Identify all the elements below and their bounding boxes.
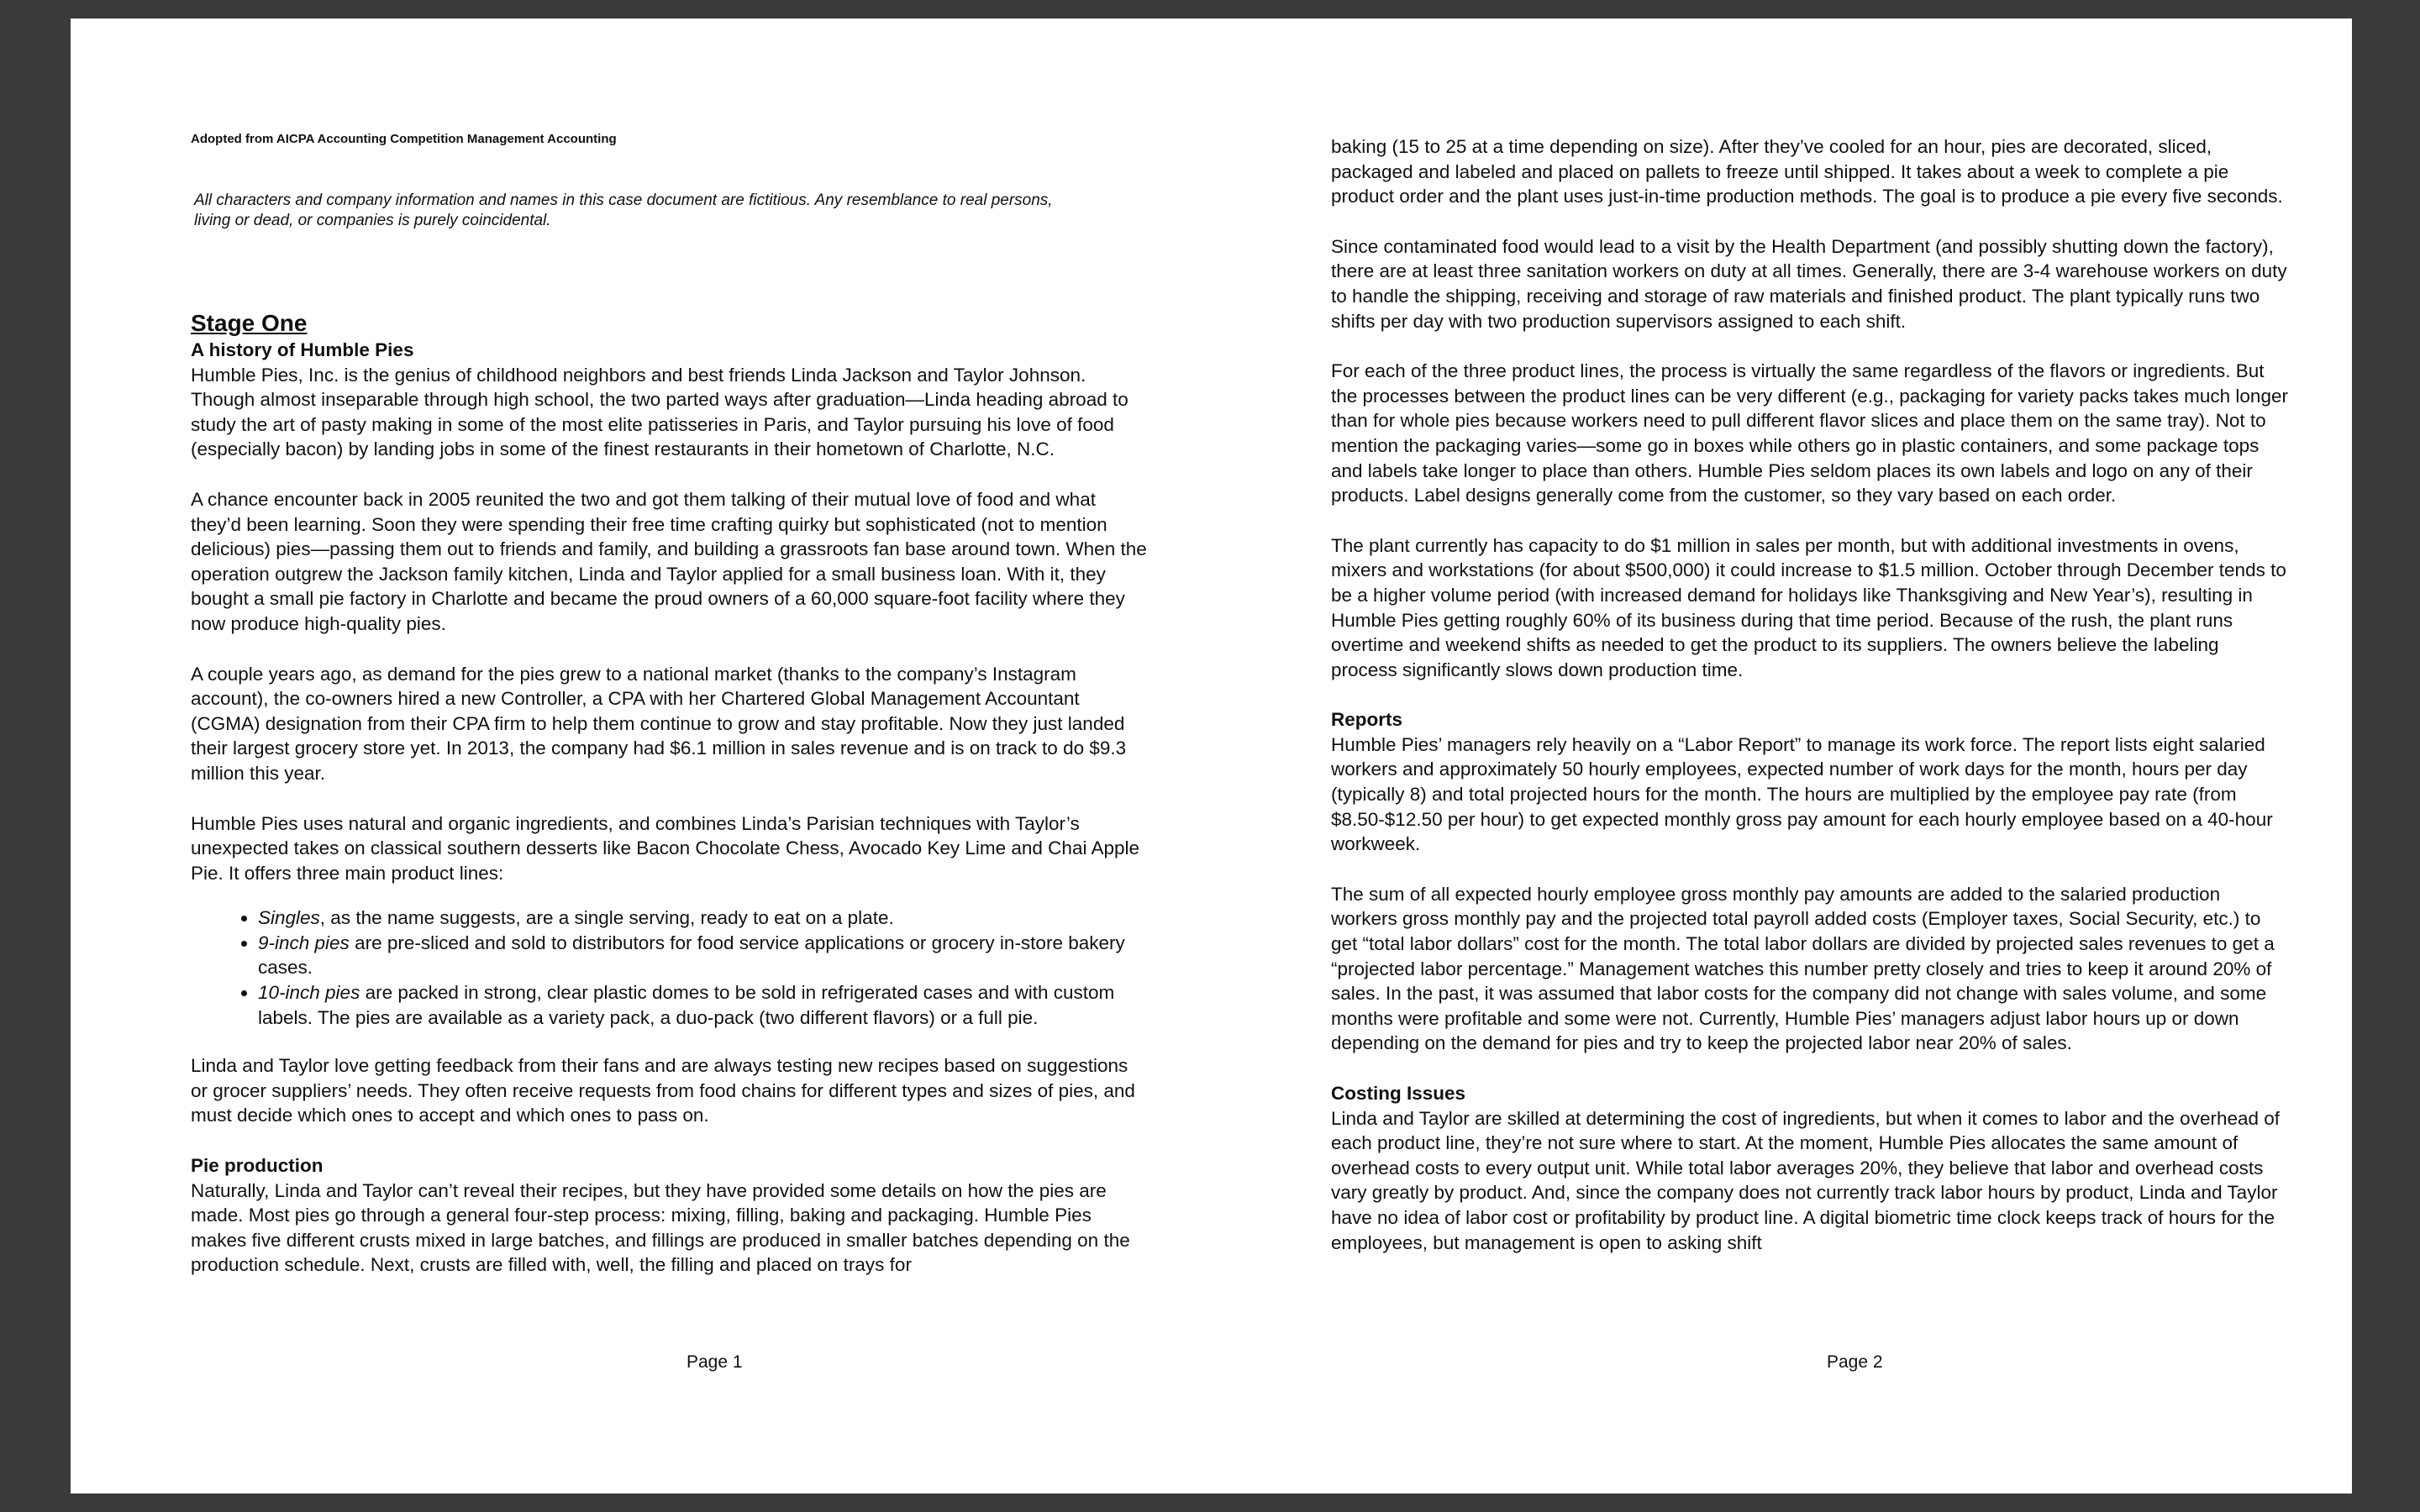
reports-heading: Reports — [1331, 709, 1403, 731]
paragraph: The plant currently has capacity to do $1 million in sales per month, but with additional investments in ovens, mixers and workstations (for about $500,000) it could increase to $1.5 million. October through December tends to be a higher volume period (with increased demand for holidays like Thanksgiving and New Year’s), resulting in Humble Pies getting roughly 60% of its business during that time period. Because of the rush, the plant runs overtime and weekend shifts as needed to get the product to its suppliers. The owners believe the labeling process significantly slows down production time. — [1331, 534, 2286, 680]
paragraph: Humble Pies uses natural and organic ingredients, and combines Linda’s Parisian techniques with Taylor’s unexpected takes on classical southern desserts like Bacon Chocolate Chess, Avocado Key Lime and Chai Apple Pie. It offers three main product lines: — [191, 812, 1140, 884]
production-heading: Pie production — [191, 1155, 324, 1177]
page-2-body — [1331, 134, 2289, 1280]
list-item — [258, 980, 1149, 1030]
paragraph: The sum of all expected hourly employee gross monthly pay amounts are added to the salaried production workers gross monthly pay and the projected total payroll added costs (Employer taxes, Social Security, etc.) to get “total labor dollars” cost for the month. The total labor dollars are divided by projected sales revenues to get a “projected labor percentage.” Management watches this number pretty closely and tries to keep it around 20% of sales. In the past, it was assumed that labor costs for the company did not change with sales volume, and some months were profitable and some were not. Currently, Humble Pies’ managers adjust labor hours up or down depending on the demand for pies and try to keep the projected labor near 20% of sales. — [1331, 883, 2275, 1054]
list-item — [258, 906, 1149, 931]
page-number: Page 1 — [687, 1352, 743, 1372]
paragraph: Humble Pies, Inc. is the genius of childhood neighbors and best friends Linda Jackson and Taylor Johnson. Though almost inseparable through high school, the two parted ways after graduation—Linda heading abroad to study the art of pasty making in some of the most elite patisseries in Paris, and Taylor pursuing his love of food (especially bacon) by landing jobs in some of the finest restaurants in their hometown of Charlotte, N.C. — [191, 364, 1128, 460]
paragraph: Since contaminated food would lead to a visit by the Health Department (and possibly shutting down the factory), there are at least three sanitation workers on duty at all times. Generally, there are 3-4 warehouse workers on duty to handle the shipping, receiving and storage of raw materials and finished product. The plant typically runs two shifts per day with two production supervisors assigned to each shift. — [1331, 235, 2287, 332]
stage-title: Stage One — [191, 310, 308, 336]
paragraph: Naturally, Linda and Taylor can’t reveal their recipes, but they have provided some details on how the pies are made. Most pies go through a general four-step process: mixing, filling, baking and packaging. Humble Pies makes five different crusts mixed in large batches, and fillings are produced in smaller batches depending on the production schedule. Next, crusts are filled with, well, the filling and placed on trays for — [191, 1179, 1130, 1276]
list-item — [258, 931, 1149, 980]
paragraph: A couple years ago, as demand for the pies grew to a national market (thanks to the company’s Instagram account), the co-owners hired a new Controller, a CPA with her Chartered Global Management Accountant (CGMA) designation from their CPA firm to help them continue to grow and stay profitable. Now they just landed their largest grocery store yet. In 2013, the company had $6.1 million in sales revenue and is on track to do $9.3 million this year. — [191, 663, 1127, 784]
source-header: Adopted from AICPA Accounting Competition Management Accounting — [191, 132, 617, 146]
disclaimer: All characters and company information and names in this case document are fictitious. Any resemblance to real persons, living or dead, or companies is purely coincidental. — [194, 192, 1053, 229]
page-1 — [191, 18, 1165, 1494]
bullet-term: 10-inch pies — [258, 982, 360, 1004]
paragraph: For each of the three product lines, the process is virtually the same regardless of the flavors or ingredients. But the processes between the product lines can be very different (e.g., packaging for variety packs takes much longer than for whole pies because workers need to pull different flavor slices and place them on the same tray). Not to mention the packaging varies—some go in boxes while others go in plastic containers, and some package tops and labels take longer to place than others. Humble Pies seldom places its own labels and logo on any of their products. Label designs generally come from the customer, so they vary based on each order. — [1331, 360, 2288, 507]
paragraph: Linda and Taylor love getting feedback from their fans and are always testing new recipes based on suggestions or grocer suppliers’ needs. They often receive requests from food chains for different types and sizes of pies, and must decide which ones to accept and which ones to pass on. — [191, 1055, 1135, 1126]
page-number: Page 2 — [1827, 1352, 1883, 1372]
bullet-term: Singles — [258, 907, 320, 929]
costing-heading: Costing Issues — [1331, 1083, 1466, 1104]
page-2 — [1331, 18, 2306, 1494]
page-1-body — [191, 309, 1149, 1303]
bullet-text: are pre-sliced and sold to distributors for food service applications or grocery in-store bakery cases. — [258, 932, 1125, 979]
paragraph: Linda and Taylor are skilled at determining the cost of ingredients, but when it comes to labor and the overhead of each product line, they’re not sure where to start. At the moment, Humble Pies allocates the same amount of overhead costs to every output unit. While total labor averages 20%, they believe that labor and overhead costs vary greatly by product. And, since the company does not currently track labor hours by product, Linda and Taylor have no idea of labor cost or profitability by product line. A digital biometric time clock keeps track of hours for the employees, but management is open to asking shift — [1331, 1107, 2281, 1253]
bullet-term: 9-inch pies — [258, 932, 350, 953]
product-lines-list — [191, 906, 1149, 1030]
paragraph: baking (15 to 25 at a time depending on size). After they’ve cooled for an hour, pies are decorated, sliced, packaged and labeled and placed on pallets to freeze until shipped. It takes about a week to complete a pie product order and the plant uses just-in-time production methods. The goal is to produce a pie every five seconds. — [1331, 136, 2283, 207]
document-sheet — [71, 18, 2352, 1494]
bullet-text: , as the name suggests, are a single serving, ready to eat on a plate. — [319, 907, 894, 929]
paragraph: Humble Pies’ managers rely heavily on a “Labor Report” to manage its work force. The report lists eight salaried workers and approximately 50 hourly employees, expected number of work days for the month, hours per day (typically 8) and total projected hours for the month. The hours are multiplied by the employee pay rate (from $8.50-$12.50 per hour) to get expected monthly gross pay amount for each hourly employee based on a 40-hour workweek. — [1331, 733, 2273, 855]
paragraph: A chance encounter back in 2005 reunited the two and got them talking of their mutual love of food and what they’d been learning. Soon they were spending their free time crafting quirky but sophisticated (not to mention delicious) pies—passing them out to friends and family, and building a grassroots fan base around town. When the operation outgrew the Jackson family kitchen, Linda and Taylor applied for a small business loan. With it, they bought a small pie factory in Charlotte and became the proud owners of a 60,000 square-foot facility where they now produce high-quality pies. — [191, 488, 1147, 634]
history-heading: A history of Humble Pies — [191, 339, 414, 360]
bullet-text: are packed in strong, clear plastic domes to be sold in refrigerated cases and with custom labels. The pies are available as a variety pack, a duo-pack (two different flavors) or a full pie. — [258, 982, 1115, 1028]
